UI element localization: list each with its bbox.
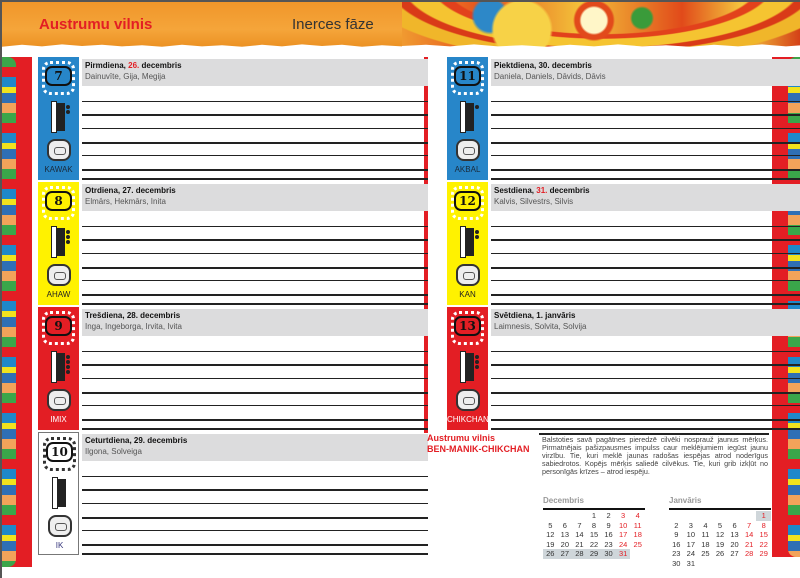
- calendar-day: 8: [591, 520, 597, 530]
- day-entry: [38, 307, 428, 430]
- day-date: [494, 186, 800, 196]
- wave-info-signs: BEN-MANIK-CHIKCHAN: [427, 444, 530, 454]
- name-days: Kalvis, Silvestrs, Silvis: [494, 197, 574, 206]
- writing-line: [82, 364, 428, 366]
- calendar-day: 30: [601, 549, 616, 559]
- day-header: [491, 184, 800, 211]
- left-decorative-border: [2, 57, 32, 567]
- glyph-number: 11: [459, 69, 476, 83]
- calendar-day: 16: [672, 539, 681, 549]
- writing-line: [491, 280, 800, 281]
- day-sign-icon: [47, 264, 71, 286]
- mini-calendar: [543, 496, 645, 559]
- month: decembris: [549, 186, 590, 195]
- dot-icon: [66, 235, 70, 239]
- dots-icon: [66, 105, 70, 114]
- calendar-day: 6: [732, 520, 737, 530]
- writing-line: [491, 378, 800, 379]
- writing-line: [491, 114, 800, 116]
- calendar-day: 16: [604, 530, 613, 539]
- weekday: Pirmdiena,: [85, 61, 126, 70]
- day-notes[interactable]: [491, 182, 800, 305]
- writing-line: [491, 392, 800, 394]
- calendar-day: 21: [575, 539, 584, 549]
- dots-icon: [475, 230, 479, 239]
- calendar-day: 29: [759, 549, 768, 558]
- mayan-glyph: [38, 182, 79, 305]
- calendar-day: [558, 511, 573, 521]
- calendar-day: 18: [701, 539, 710, 549]
- writing-line: [82, 378, 428, 379]
- calendar-day: 1: [591, 511, 597, 520]
- glyph-number-badge: [45, 191, 72, 211]
- writing-line: [82, 178, 428, 180]
- calendar-day: 24: [686, 549, 696, 558]
- day-notes[interactable]: [491, 307, 800, 430]
- bar-icon: [466, 103, 474, 131]
- dots-icon: [66, 355, 70, 374]
- writing-line: [82, 428, 428, 430]
- dot-icon: [66, 230, 70, 234]
- glyph-name: AKBAL: [454, 165, 481, 174]
- writing-line: [82, 392, 428, 394]
- writing-line: [491, 101, 800, 102]
- mayan-glyph: [38, 57, 79, 180]
- bar-icon: [466, 228, 474, 256]
- calendar-day: 13: [730, 530, 739, 539]
- calendar-day: 11: [633, 520, 642, 530]
- calendar-day: 12: [715, 530, 725, 539]
- calendar-day: 4: [703, 520, 708, 530]
- wave-info-title: Austrumu vilnis: [427, 433, 496, 443]
- writing-line: [491, 226, 800, 227]
- writing-line: [82, 169, 428, 171]
- calendar-day: 26: [543, 549, 558, 559]
- glyph-number: 12: [459, 194, 476, 208]
- calendar-day: 26: [715, 549, 725, 558]
- calendar-day: 22: [759, 539, 768, 549]
- date-number: 29.: [133, 436, 146, 445]
- calendar-day: 10: [618, 520, 628, 530]
- calendar-day: 3: [688, 520, 693, 530]
- day-notes[interactable]: [82, 432, 428, 555]
- day-header: [82, 184, 428, 211]
- calendar-day: [630, 549, 645, 559]
- name-days: Daniela, Daniels, Dāvids, Dāvis: [494, 72, 606, 81]
- dot-icon: [475, 355, 479, 359]
- name-days: Dainuvīte, Gija, Megija: [85, 72, 166, 81]
- day-header: [82, 59, 428, 86]
- name-days: Inga, Ingeborga, Irvita, Ivita: [85, 322, 182, 331]
- writing-line: [491, 428, 800, 430]
- calendar-day: 24: [618, 539, 628, 549]
- calendar-day: 20: [560, 539, 570, 549]
- calendar-day: 23: [672, 549, 681, 558]
- calendar-day: 19: [546, 539, 555, 549]
- calendar-day: [543, 511, 558, 521]
- glyph-number: 13: [459, 319, 476, 333]
- weekday: Svētdiena,: [494, 311, 535, 320]
- dot-icon: [66, 240, 70, 244]
- bar-icon: [57, 228, 65, 256]
- dot-icon: [475, 105, 479, 109]
- writing-line: [491, 419, 800, 421]
- calendar-day: 5: [717, 520, 723, 530]
- calendar-day: 21: [744, 539, 754, 549]
- dot-icon: [475, 235, 479, 239]
- date-number: 27.: [122, 186, 134, 195]
- calendar-day: [742, 511, 757, 521]
- day-entry: [38, 432, 428, 555]
- calendar-day: 11: [701, 530, 710, 539]
- day-notes[interactable]: [491, 57, 800, 180]
- dot-icon: [66, 360, 70, 364]
- writing-line: [491, 239, 800, 241]
- day-date: [494, 311, 800, 321]
- calendar-day: [572, 511, 587, 521]
- calendar-day: 15: [759, 530, 768, 539]
- day-entry: [447, 307, 800, 430]
- dot-icon: [475, 365, 479, 369]
- glyph-name: AHAW: [46, 290, 71, 299]
- day-date: [85, 186, 425, 196]
- mini-calendar: [669, 496, 771, 568]
- dot-icon: [66, 110, 70, 114]
- day-sign-icon: [47, 389, 71, 411]
- writing-line: [491, 128, 800, 129]
- month: janvāris: [545, 311, 576, 320]
- calendar-day: [713, 511, 728, 521]
- day-entry: [447, 57, 800, 180]
- calendar-day: 5: [548, 520, 553, 530]
- dot-icon: [475, 230, 479, 234]
- weekday: Otrdiena,: [85, 186, 121, 195]
- calendar-day: 7: [747, 520, 752, 530]
- date-number: 31.: [536, 186, 548, 195]
- bar-icon: [58, 479, 66, 507]
- calendar-day: 30: [672, 558, 681, 568]
- calendar-day: 3: [621, 511, 626, 520]
- writing-line: [82, 101, 428, 102]
- name-days: Ilgona, Solveiga: [85, 447, 142, 456]
- wave-description: Balstoties savā pagātnes pieredzē cilvēki nosprauž jaunus mērķus. Pirmatnējais pašizpausmes impulss caur meklējumiem iegūst jaunu virzību. Tie, kuri meklē jaunas radošas iespējas atrod noderīgus sabiedrotos. Kopējs mērķis saliedē cilvēkus. Tie, kuri grib izkļūt no personīgās krīzes – atrod iespēju.: [542, 435, 768, 476]
- writing-line: [82, 351, 428, 352]
- calendar-day: 27: [730, 549, 739, 558]
- calendar-day: 4: [635, 511, 640, 520]
- day-sign-icon: [456, 389, 480, 411]
- date-number: 1.: [536, 311, 543, 320]
- calendar-day: 22: [589, 539, 599, 549]
- glyph-number-badge: [46, 442, 73, 462]
- dot-icon: [475, 360, 479, 364]
- dot-icon: [66, 105, 70, 109]
- calendar-grid: [543, 511, 645, 559]
- day-date: [494, 61, 800, 71]
- calendar-day: [698, 559, 713, 569]
- scroll-ornament-icon: [2, 57, 16, 567]
- dots-icon: [475, 105, 479, 109]
- calendar-day: 19: [715, 539, 725, 549]
- mayan-glyph: [38, 432, 79, 555]
- writing-line: [491, 178, 800, 180]
- day-header: [82, 309, 428, 336]
- day-sign-icon: [456, 139, 480, 161]
- writing-line: [82, 280, 428, 281]
- day-header: [491, 309, 800, 336]
- bar-icon: [57, 353, 65, 381]
- writing-line: [491, 303, 800, 305]
- day-date: [85, 61, 425, 71]
- day-date: [85, 311, 425, 321]
- calendar-month: Decembris: [543, 496, 584, 505]
- glyph-name: IMIX: [50, 415, 67, 424]
- name-days: Laimnesis, Solvita, Solvija: [494, 322, 587, 331]
- month: decembris: [135, 186, 176, 195]
- calendar-day: 1: [756, 511, 771, 521]
- writing-line: [82, 294, 428, 296]
- writing-line: [82, 517, 428, 519]
- writing-line: [491, 405, 800, 406]
- calendar-day: 25: [633, 539, 642, 549]
- glyph-number: 7: [54, 69, 63, 83]
- calendar-day: 28: [572, 549, 587, 559]
- glyph-name: KAWAK: [44, 165, 73, 174]
- day-entry: [38, 57, 428, 180]
- glyph-number: 8: [54, 194, 63, 208]
- calendar-day: [713, 559, 728, 569]
- writing-line: [82, 503, 428, 504]
- glyph-number-badge: [45, 66, 72, 86]
- dot-icon: [66, 370, 70, 374]
- calendar-day: 15: [589, 530, 599, 539]
- calendar-day: 9: [674, 530, 679, 539]
- dots-icon: [475, 355, 479, 369]
- writing-line: [82, 489, 428, 491]
- writing-line: [82, 544, 428, 546]
- day-sign-icon: [456, 264, 480, 286]
- calendar-day: 17: [686, 539, 696, 549]
- day-entry: [447, 182, 800, 305]
- month: decembris: [147, 436, 188, 445]
- calendar-grid: [669, 511, 771, 568]
- calendar-day: 6: [562, 520, 567, 530]
- writing-line: [82, 405, 428, 406]
- calendar-day: 18: [633, 530, 642, 539]
- calendar-day: [684, 511, 699, 521]
- day-date: [85, 436, 425, 446]
- weekday: Ceturtdiena,: [85, 436, 132, 445]
- dot-icon: [66, 365, 70, 369]
- writing-line: [82, 239, 428, 241]
- glyph-number: 9: [54, 319, 63, 333]
- writing-line: [82, 419, 428, 421]
- writing-line: [491, 169, 800, 171]
- calendar-day: 17: [618, 530, 628, 539]
- calendar-day: 23: [604, 539, 613, 549]
- calendar-day: [698, 511, 713, 521]
- writing-line: [82, 142, 428, 144]
- weekday: Piektdiena,: [494, 61, 537, 70]
- calendar-day: 14: [575, 530, 584, 539]
- day-header: [491, 59, 800, 86]
- calendar-day: 9: [606, 520, 611, 530]
- glyph-number: 10: [51, 445, 68, 459]
- mayan-glyph: [447, 307, 488, 430]
- wave-title: Austrumu vilnis: [39, 16, 153, 33]
- calendar-day: [756, 559, 771, 569]
- calendar-month: Janvāris: [669, 496, 702, 505]
- glyph-number-badge: [45, 316, 72, 336]
- glyph-number-badge: [454, 66, 481, 86]
- date-number: 28.: [126, 311, 138, 320]
- month: decembris: [141, 61, 182, 70]
- writing-line: [82, 530, 428, 531]
- writing-line: [82, 267, 428, 269]
- writing-line: [491, 267, 800, 269]
- calendar-day: 25: [701, 549, 710, 558]
- writing-line: [82, 114, 428, 116]
- calendar-day: 8: [761, 520, 766, 530]
- mayan-glyph: [447, 182, 488, 305]
- writing-line: [82, 128, 428, 129]
- dots-icon: [66, 230, 70, 244]
- calendar-day: 13: [560, 530, 570, 539]
- calendar-day: 29: [587, 549, 602, 559]
- writing-line: [491, 155, 800, 156]
- mayan-glyph: [38, 307, 79, 430]
- calendar-day: 2: [674, 520, 679, 530]
- glyph-name: KAN: [459, 290, 476, 299]
- writing-line: [82, 226, 428, 227]
- date-number: 30.: [538, 61, 550, 70]
- day-sign-icon: [48, 515, 72, 537]
- month: decembris: [140, 311, 181, 320]
- calendar-day: 31: [616, 549, 631, 559]
- bar-icon: [57, 103, 65, 131]
- weekday: Sestdiena,: [494, 186, 535, 195]
- dot-icon: [66, 355, 70, 359]
- calendar-day: 14: [744, 530, 754, 539]
- name-days: Elmārs, Hekmārs, Inita: [85, 197, 166, 206]
- calendar-day: [742, 559, 757, 569]
- writing-line: [82, 303, 428, 305]
- calendar-day: 28: [744, 549, 754, 558]
- mayan-glyph: [447, 57, 488, 180]
- writing-line: [491, 142, 800, 144]
- writing-line: [82, 253, 428, 254]
- wave-info: [427, 433, 542, 455]
- writing-line: [82, 476, 428, 477]
- writing-line: [491, 294, 800, 296]
- calendar-day: 31: [686, 558, 696, 568]
- day-entry: [38, 182, 428, 305]
- writing-line: [491, 253, 800, 254]
- calendar-day: [669, 511, 684, 521]
- month: decembris: [551, 61, 592, 70]
- glyph-name: CHIKCHAN: [447, 415, 489, 424]
- calendar-day: 27: [558, 549, 573, 559]
- calendar-day: 7: [577, 520, 582, 530]
- writing-line: [82, 155, 428, 156]
- calendar-day: [727, 559, 742, 569]
- day-notes[interactable]: [82, 307, 428, 430]
- calendar-day: 10: [686, 530, 696, 539]
- day-notes[interactable]: [82, 57, 428, 180]
- calendar-day: [727, 511, 742, 521]
- day-sign-icon: [47, 139, 71, 161]
- weekday: Trešdiena,: [85, 311, 125, 320]
- glyph-name: IK: [55, 541, 64, 550]
- calendar-day: 12: [546, 530, 555, 539]
- glyph-number-badge: [454, 191, 481, 211]
- divider: [543, 508, 645, 510]
- day-notes[interactable]: [82, 182, 428, 305]
- mayan-calendar-mural: [402, 2, 800, 48]
- day-header: [82, 434, 428, 461]
- calendar-day: 2: [606, 511, 611, 520]
- glyph-number-badge: [454, 316, 481, 336]
- bar-icon: [466, 353, 474, 381]
- writing-line: [82, 553, 428, 555]
- divider: [669, 508, 771, 510]
- writing-line: [491, 351, 800, 352]
- phase-title: Inerces fāze: [292, 16, 374, 33]
- calendar-day: 20: [730, 539, 739, 549]
- writing-line: [491, 364, 800, 366]
- date-number: 26.: [128, 61, 140, 70]
